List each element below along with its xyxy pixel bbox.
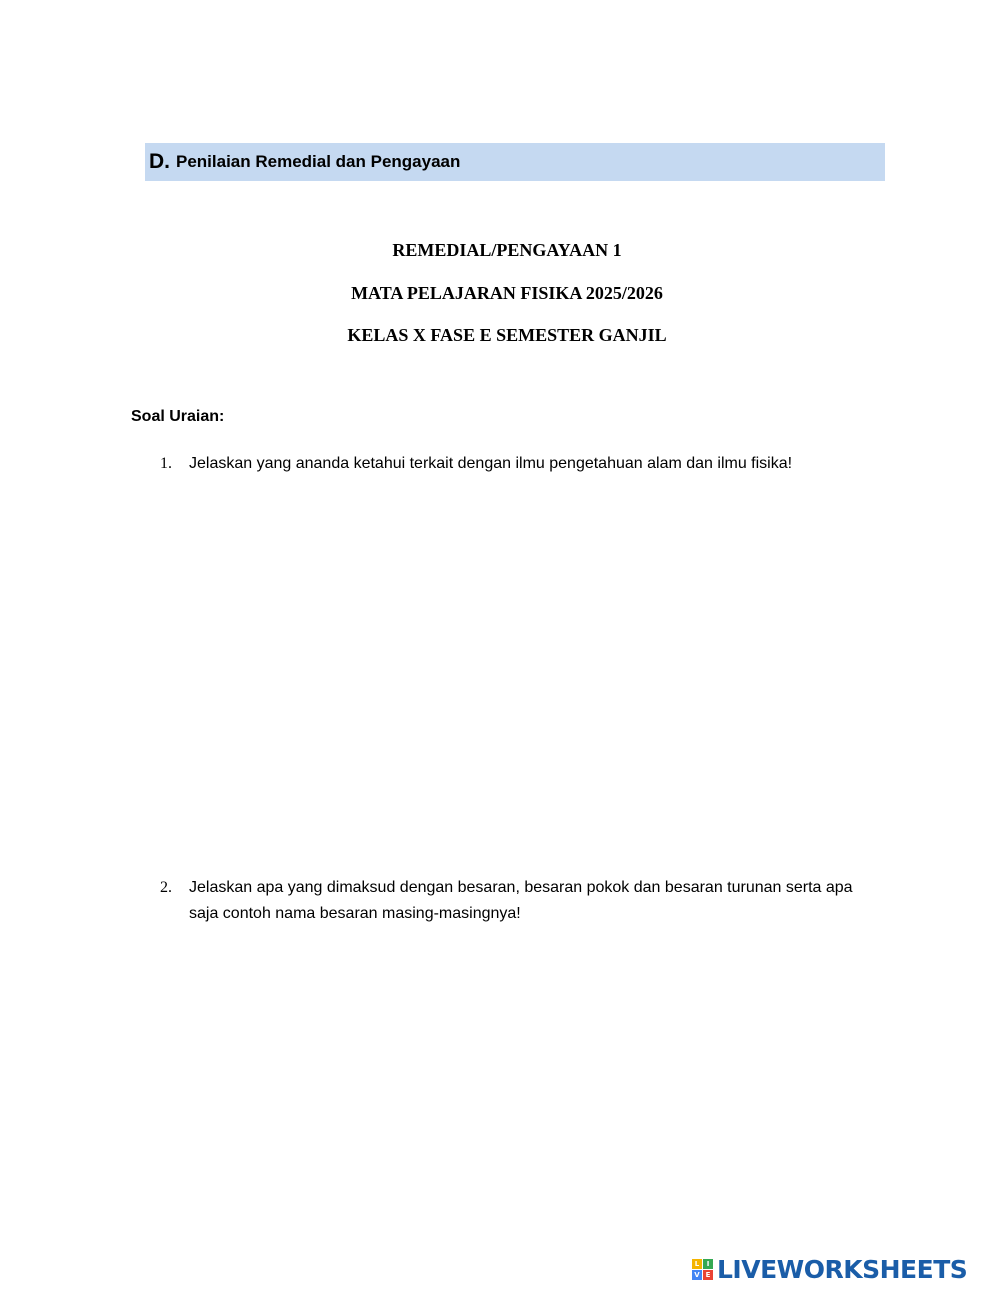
logo-tile: E xyxy=(703,1270,713,1280)
heading-class: KELAS X FASE E SEMESTER GANJIL xyxy=(347,325,667,345)
logo-tile: I xyxy=(703,1259,713,1269)
question-2 xyxy=(160,875,860,927)
heading-subject: MATA PELAJARAN FISIKA 2025/2026 xyxy=(351,283,663,303)
essay-heading: Soal Uraian: xyxy=(131,408,225,425)
brand-name: LIVEWORKSHEETS xyxy=(717,1254,968,1284)
logo-tile: L xyxy=(692,1259,702,1269)
question-text: Jelaskan apa yang dimaksud dengan besaran, besaran pokok dan besaran turunan serta apa saja contoh nama besaran masing-masingnya! xyxy=(189,879,853,922)
section-letter: D. xyxy=(149,150,170,173)
section-title: Penilaian Remedial dan Pengayaan xyxy=(176,152,461,171)
question-text: Jelaskan yang ananda ketahui terkait dengan ilmu pengetahuan alam dan ilmu fisika! xyxy=(189,455,793,472)
question-number: 1. xyxy=(160,455,172,472)
liveworksheets-brand xyxy=(692,1254,967,1284)
question-1 xyxy=(160,451,860,477)
logo-tile: V xyxy=(692,1270,702,1280)
heading-remedial: REMEDIAL/PENGAYAAN 1 xyxy=(392,240,622,260)
liveworksheets-logo-icon xyxy=(692,1259,713,1280)
question-number: 2. xyxy=(160,879,172,896)
section-header xyxy=(145,143,885,181)
